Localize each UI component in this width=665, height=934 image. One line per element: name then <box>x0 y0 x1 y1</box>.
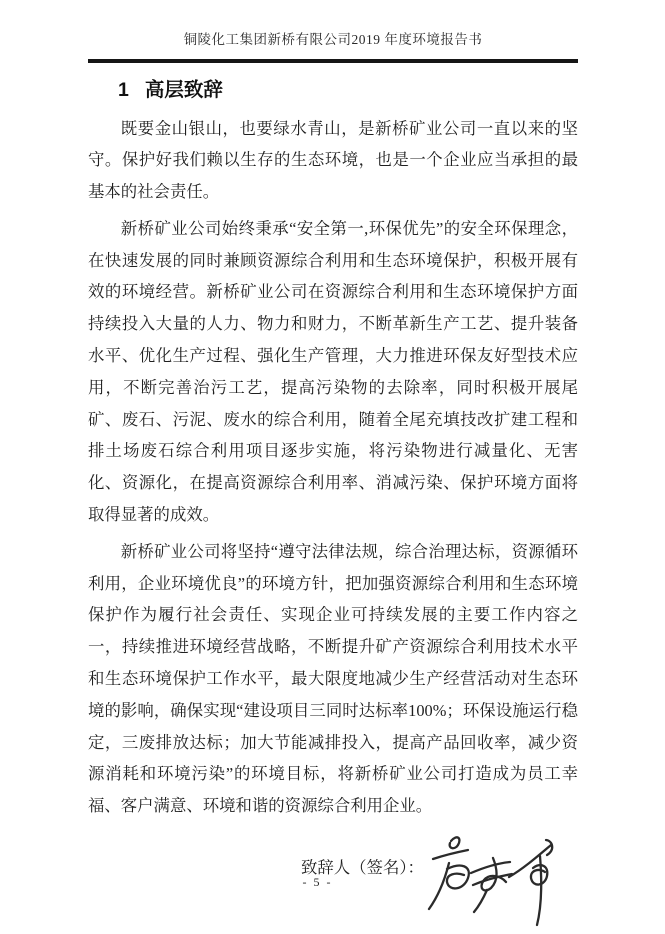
page-header <box>88 30 578 63</box>
section-number: 1 <box>118 78 129 101</box>
report-header-title: 铜陵化工集团新桥有限公司2019 年度环境报告书 <box>183 32 483 47</box>
paragraph-1: 既要金山银山，也要绿水青山，是新桥矿业公司一直以来的坚守。保护好我们赖以生存的生态环境，也是一个企业应当承担的最基本的社会责任。 <box>88 118 578 202</box>
document-body <box>88 113 578 934</box>
section-heading <box>118 77 578 103</box>
signature-label: 致辞人（签名）： <box>301 858 424 878</box>
paragraph-3: 新桥矿业公司将坚持“遵守法律法规，综合治理达标，资源循环利用，企业环境优良”的环境方针，把加强资源综合利用和生态环境保护作为履行社会责任、实现企业可持续发展的主要工作内容之一，持续推进环境经营战略，不断提升矿产资源综合利用技术水平和生态环境保护工作水平，最大限度地减少生产经营活动对生态环境的影响，确保实现“建设项目三同时达标率100%；环保设施运行稳定，三废排放达标；加大节能减排投入，提高产品回收率，减少资源消耗和环境污染”的环境目标，将新桥矿业公司打造成为员工幸福、客户满意、环境和谐的资源综合利用企业。 <box>88 541 578 816</box>
paragraph-2: 新桥矿业公司始终秉承“安全第一,环保优先”的安全环保理念，在快速发展的同时兼顾资源综合利用和生态环境保护，积极开展有效的环境经营。新桥矿业公司在资源综合利用和生态环境保护方面持续投入大量的人力、物力和财力，不断革新生产工艺、提升装备水平、优化生产过程、强化生产管理，大力推进环保友好型技术应用，不断完善治污工艺，提高污染物的去除率，同时积极开展尾矿、废石、污泥、废水的综合利用，随着全尾充填技改扩建工程和排土场废石综合利用项目逐步实施，将污染物进行减量化、无害化、资源化，在提高资源综合利用率、消减污染、保护环境方面将取得显著的成效。 <box>88 218 578 525</box>
signature-row <box>88 848 578 934</box>
section-title: 高层致辞 <box>144 78 223 101</box>
page-number: - 5 - <box>302 875 333 889</box>
header-rule <box>88 59 578 63</box>
